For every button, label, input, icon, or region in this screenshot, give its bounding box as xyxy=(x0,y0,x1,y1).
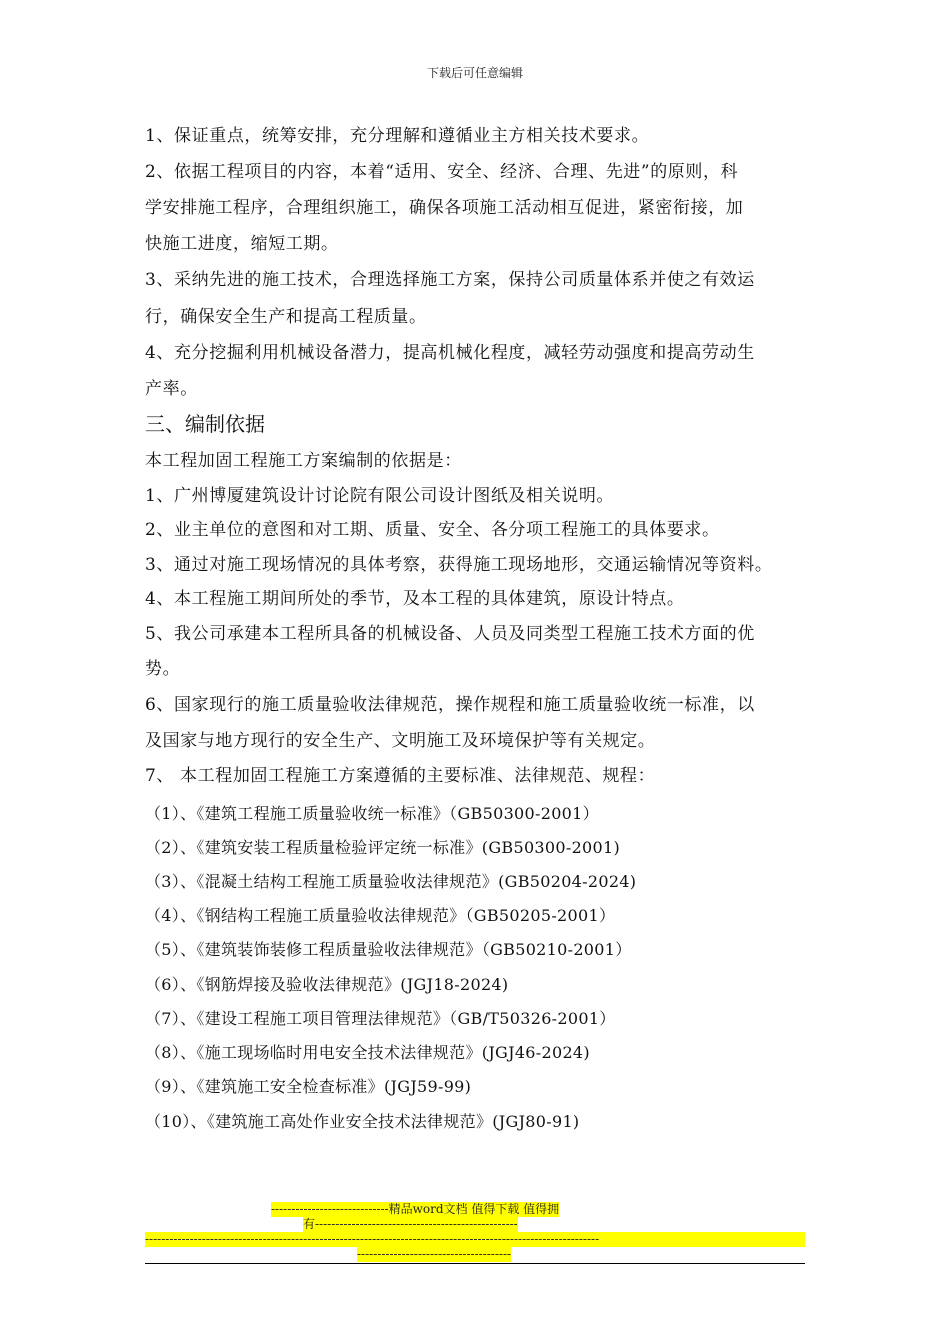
standard-item-4: （4）、《钢结构工程施工质量验收法律规范》（GB50205-2001） xyxy=(145,906,616,925)
standard-item-1: （1）、《建筑工程施工质量验收统一标准》（GB50300-2001） xyxy=(145,804,599,823)
standard-item-7: （7）、《建设工程施工项目管理法律规范》（GB/T50326-2001） xyxy=(145,1009,616,1028)
standard-item-5: （5）、《建筑装饰装修工程质量验收法律规范》（GB50210-2001） xyxy=(145,940,632,959)
basis-line-1: 1、广州博厦建筑设计讨论院有限公司设计图纸及相关说明。 xyxy=(145,486,615,506)
basis-line-3: 3、通过对施工现场情况的具体考察，获得施工现场地形，交通运输情况等资料。 xyxy=(145,555,773,575)
standard-item-9: （9）、《建筑施工安全检查标准》(JGJ59-99) xyxy=(145,1077,472,1096)
basis-line-6: 势。 xyxy=(145,659,181,679)
principle-line-7: 4、充分挖掘利用机械设备潜力，提高机械化程度，减轻劳动强度和提高劳动生 xyxy=(145,343,755,363)
section-intro: 本工程加固工程施工方案编制的依据是： xyxy=(145,451,462,471)
principle-line-5: 3、采纳先进的施工技术，合理选择施工方案，保持公司质量体系并使之有效运 xyxy=(145,270,755,290)
footer-rule xyxy=(145,1263,805,1264)
footer-line-1: -----------------------------精品word文档 值得下载 值得拥 xyxy=(271,1202,560,1216)
principle-line-3: 学安排施工程序，合理组织施工，确保各项施工活动相互促进，紧密衔接，加 xyxy=(145,198,744,218)
section-heading: 三、编制依据 xyxy=(145,412,265,436)
basis-line-2: 2、业主单位的意图和对工期、质量、安全、各分项工程施工的具体要求。 xyxy=(145,520,720,540)
principle-line-4: 快施工进度，缩短工期。 xyxy=(145,234,339,254)
principle-line-6: 行，确保安全生产和提高工程质量。 xyxy=(145,307,427,327)
footer-line-2: 有-------------------------------------------------- xyxy=(303,1217,518,1231)
principle-line-8: 产率。 xyxy=(145,379,198,399)
standard-item-6: （6）、《钢筋焊接及验收法律规范》(JGJ18-2024) xyxy=(145,975,509,994)
page-header: 下载后可任意编辑 xyxy=(426,66,523,80)
basis-line-8: 及国家与地方现行的安全生产、文明施工及环境保护等有关规定。 xyxy=(145,731,656,751)
basis-line-4: 4、本工程施工期间所处的季节，及本工程的具体建筑，原设计特点。 xyxy=(145,589,685,609)
footer-line-4: -------------------------------------- xyxy=(357,1247,512,1261)
basis-line-9: 7、 本工程加固工程施工方案遵循的主要标准、法律规范、规程： xyxy=(145,766,656,786)
footer-line-3: ---------------------------------------------------------------------------------------------------------------- xyxy=(145,1232,805,1247)
principle-line-1: 1、保证重点，统筹安排，充分理解和遵循业主方相关技术要求。 xyxy=(145,126,650,146)
principle-line-2: 2、依据工程项目的内容，本着“适用、安全、经济、合理、先进”的原则，科 xyxy=(145,162,739,182)
standard-item-2: （2）、《建筑安装工程质量检验评定统一标准》(GB50300-2001) xyxy=(145,838,621,857)
basis-line-7: 6、国家现行的施工质量验收法律规范，操作规程和施工质量验收统一标准，以 xyxy=(145,695,755,715)
basis-line-5: 5、我公司承建本工程所具备的机械设备、人员及同类型工程施工技术方面的优 xyxy=(145,624,755,644)
standard-item-3: （3）、《混凝土结构工程施工质量验收法律规范》(GB50204-2024) xyxy=(145,872,637,891)
standard-item-8: （8）、《施工现场临时用电安全技术法律规范》(JGJ46-2024) xyxy=(145,1043,590,1062)
standard-item-10: （10）、《建筑施工高处作业安全技术法律规范》(JGJ80-91) xyxy=(145,1112,580,1131)
